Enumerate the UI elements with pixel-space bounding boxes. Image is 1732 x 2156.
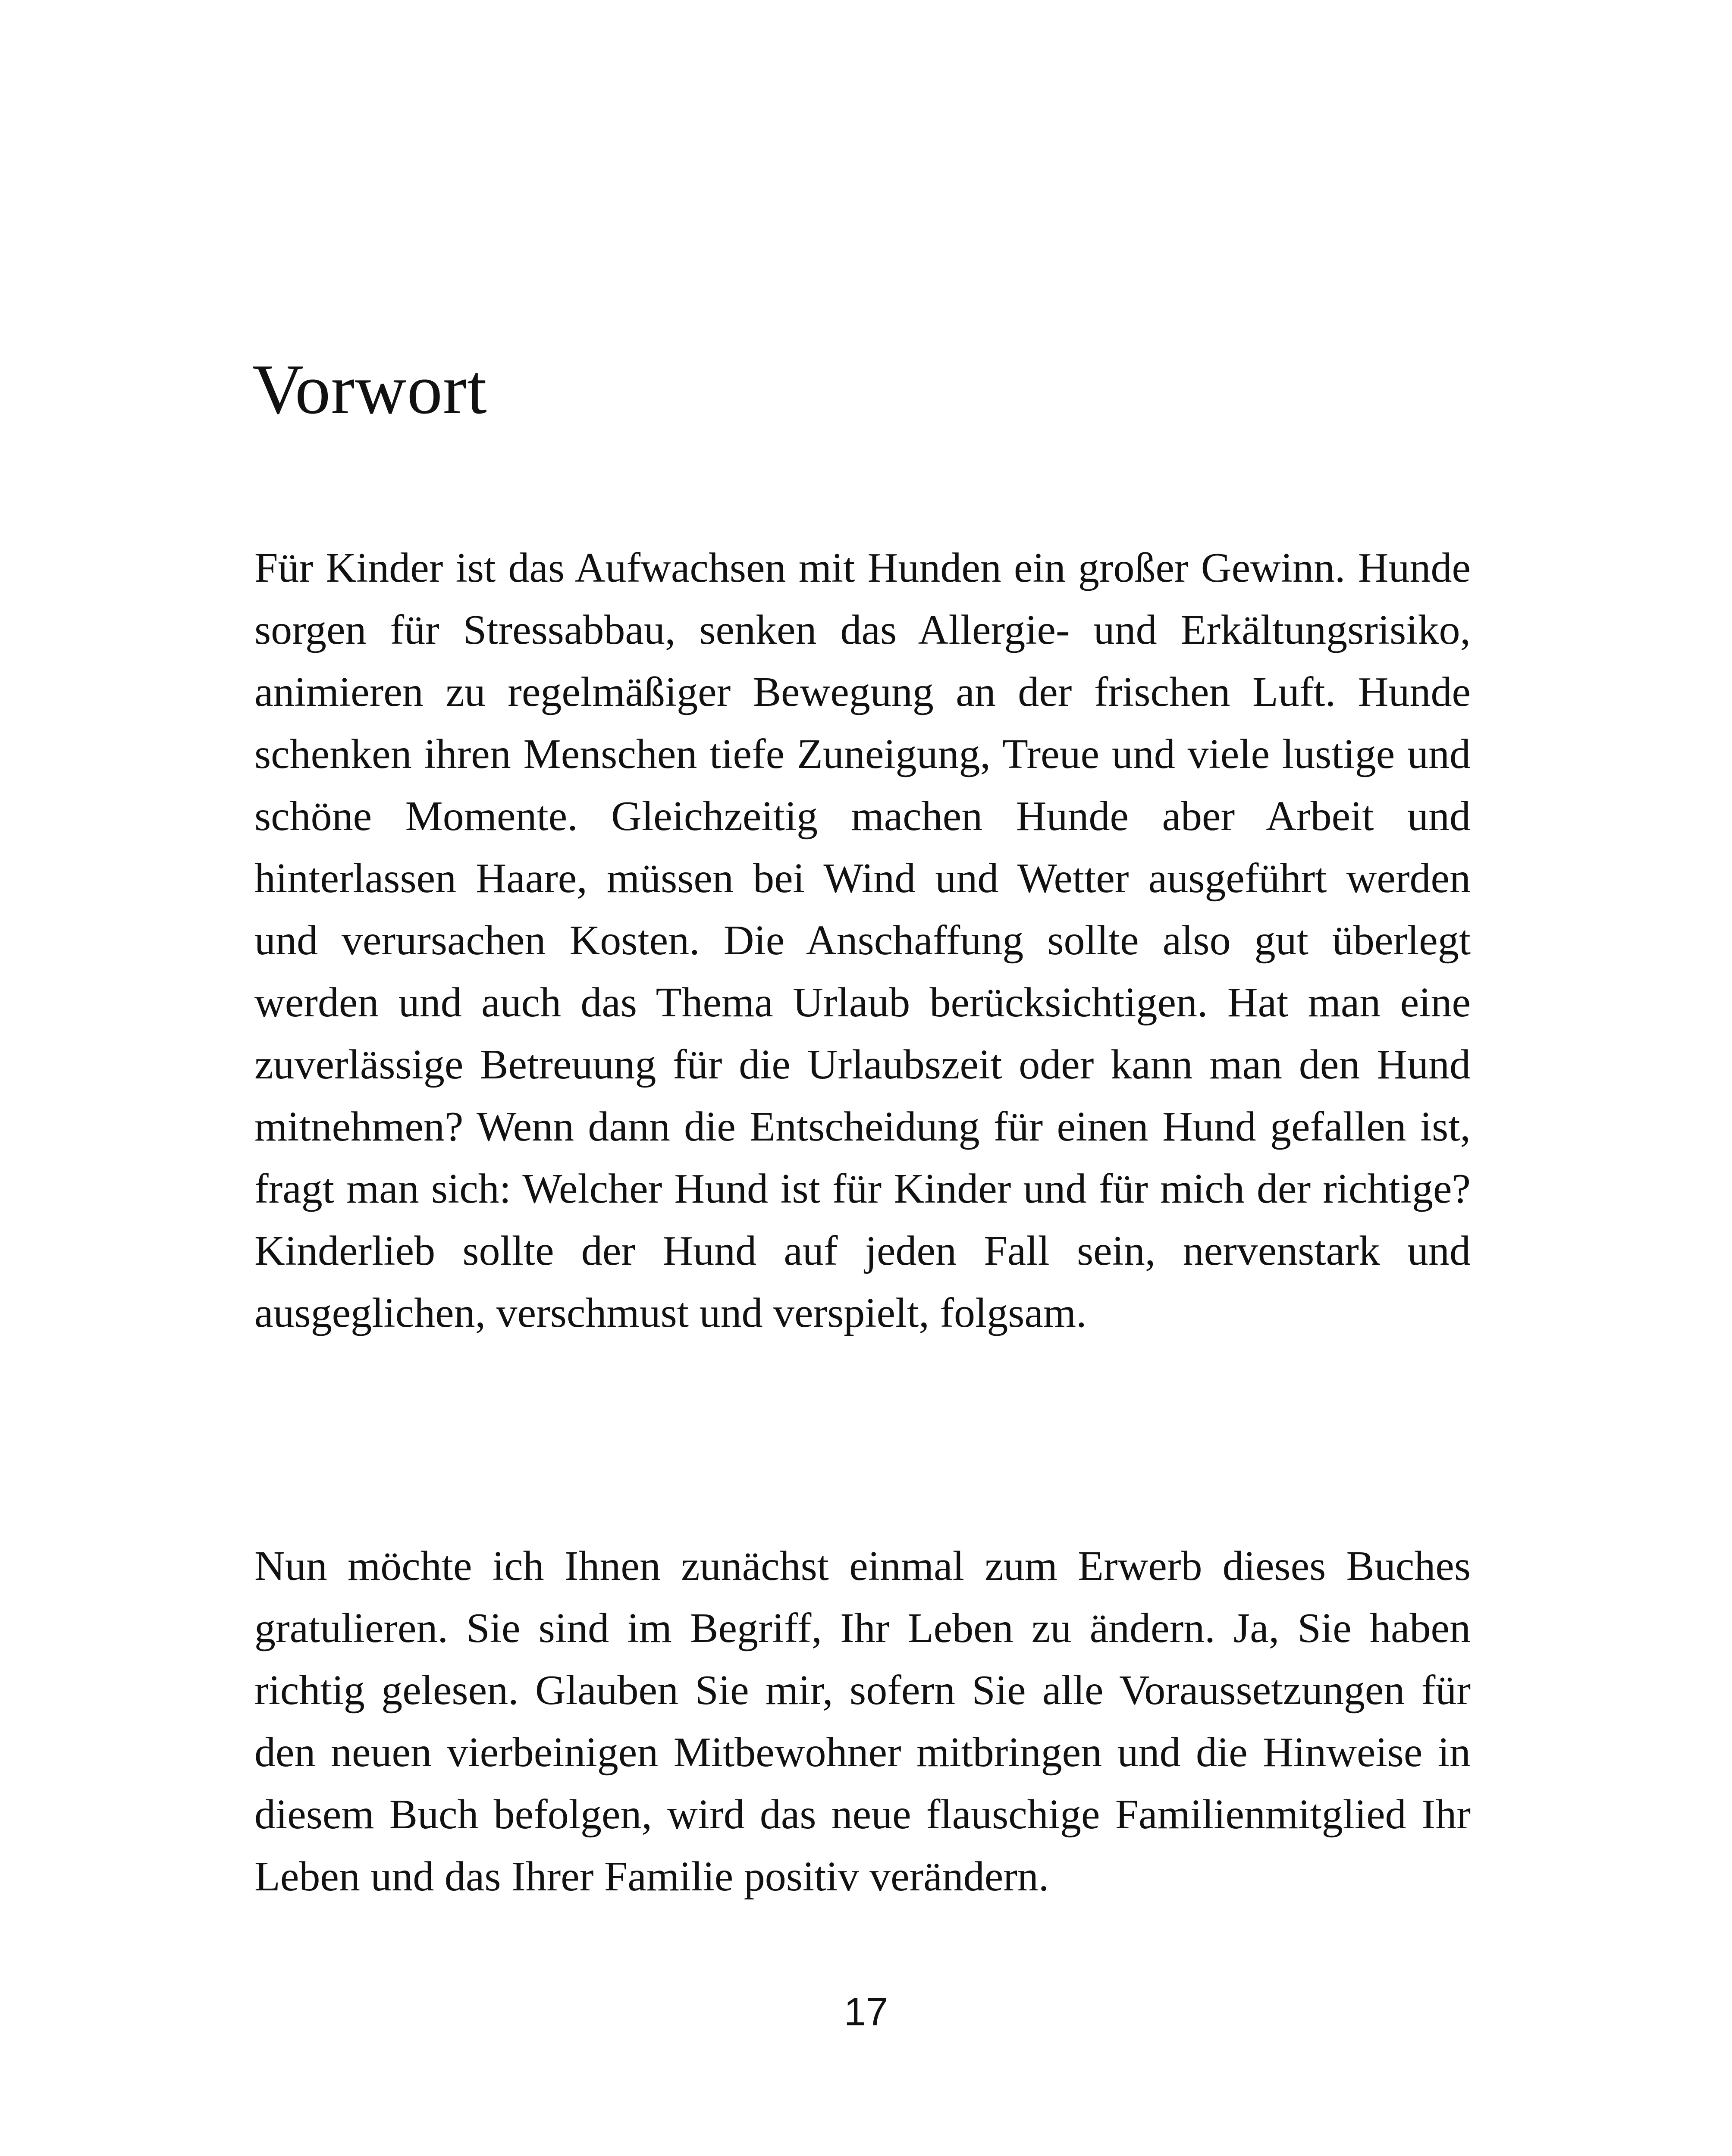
page-number: 17 [844, 1990, 888, 2034]
body-paragraph-2: Nun möchte ich Ihnen zunächst einmal zum Erwerb dieses Buches gratulieren. Sie sind im Begriff, Ihr Leben zu ändern. Ja, Sie haben richtig gelesen. Glauben Sie mir, sofern Sie alle Voraussetzungen für den neuen vierbeinigen Mitbewohner mitbringen und die Hinweise in diesem Buch befolgen, wird das neue flauschige Familienmitglied Ihr Leben und das Ihrer Familie positiv verändern. [254, 1543, 1471, 1900]
body-paragraph-1: Für Kinder ist das Aufwachsen mit Hunden ein großer Gewinn. Hunde sorgen für Stressabbau, senken das Allergie- und Erkältungsrisiko, animieren zu regelmäßiger Bewegung an der frischen Luft. Hunde schenken ihren Menschen tiefe Zuneigung, Treue und viele lustige und schöne Momente. Gleichzeitig machen Hunde aber Arbeit und hinterlassen Haare, müssen bei Wind und Wetter ausgeführt werden und verursachen Kosten. Die Anschaffung sollte also gut überlegt werden und auch das Thema Urlaub berücksichtigen. Hat man eine zuverlässige Betreuung für die Urlaubszeit oder kann man den Hund mitnehmen? Wenn dann die Entscheidung für einen Hund gefallen ist, fragt man sich: Welcher Hund ist für Kinder und für mich der richtige? Kinderlieb sollte der Hund auf jeden Fall sein, nervenstark und ausgeglichen, verschmust und verspielt, folgsam. [254, 545, 1471, 1336]
page-title: Vorwort [252, 350, 487, 429]
